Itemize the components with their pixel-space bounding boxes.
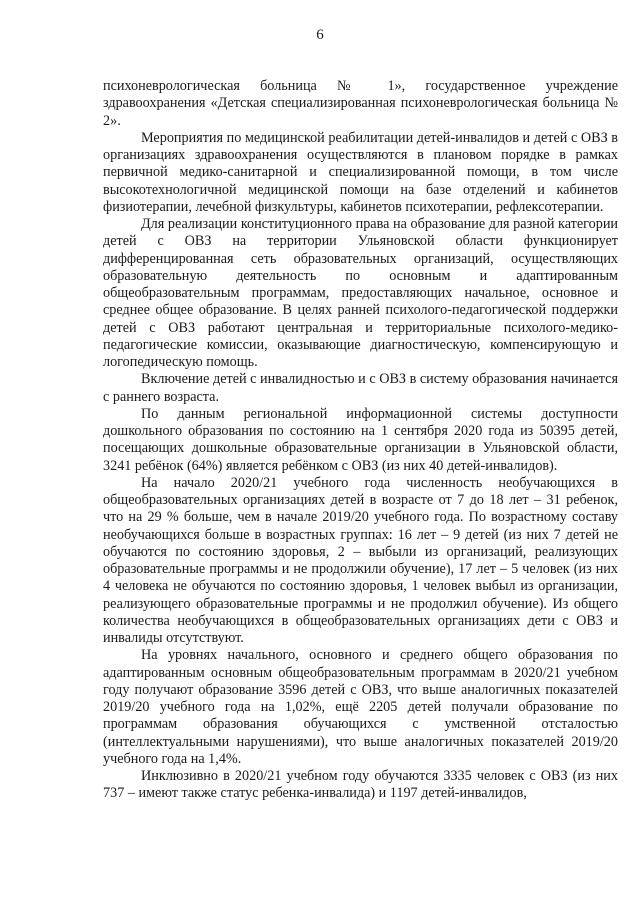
paragraph-early-inclusion: Включение детей с инвалидностью и с ОВЗ в систему образования начинается с раннего возраста. bbox=[103, 371, 618, 405]
page-number: 6 bbox=[316, 27, 324, 43]
paragraph-non-attending-children: На начало 2020/21 учебного года численность необучающихся в общеобразовательных организациях детей в возрасте от 7 до 18 лет – 31 ребенок, что на 29 % больше, чем в начале 2019/20 учебного года. По возрастному составу необучающихся больше в возрастных группах: 16 лет – 9 детей (из них 7 детей не обучаются по состоянию здоровья, 2 – выбыли из организаций, реализующих образовательные программы и не продолжили обучение), 17 лет – 5 человек (из них 4 человека не обучаются по состоянию здоровья, 1 человек выбыл из организации, реализующего образовательные программы и не продолжил обучение). Из общего количества необучающихся в общеобразовательных организациях дети с ОВЗ и инвалиды отсутствуют. bbox=[103, 474, 618, 646]
paragraph-inclusive-education: Инклюзивно в 2020/21 учебном году обучаются 3335 человек с ОВЗ (из них 737 – имеют также статус ребенка-инвалида) и 1197 детей-инвалидов, bbox=[103, 768, 618, 802]
paragraph-education-network: Для реализации конституционного права на образование для разной категории детей с ОВЗ на территории Ульяновской области функционирует дифференцированная сеть образовательных организаций, осуществляющих образовательную деятельность по основным и адаптированным общеобразовательным программам, предоставляющих начальное, основное и среднее общее образование. В целях ранней психолого-педагогической поддержки детей с ОВЗ работают центральная и территориальные психолого-медико-педагогические комиссии, оказывающие диагностическую, компенсирующую и логопедическую помощь. bbox=[103, 216, 618, 370]
paragraph-adapted-programs: На уровнях начального, основного и среднего общего образования по адаптированным основным общеобразовательным программам в 2020/21 учебном году получают образование 3596 детей с ОВЗ, что выше аналогичных показателей 2019/20 учебного года на 1,02%, ещё 2205 детей получали образование по программам образования обучающихся с умственной отсталостью (интеллектуальными нарушениями), что выше аналогичных показателей 2019/20 учебного года на 1,4%. bbox=[103, 647, 618, 767]
paragraph-preschool-statistics: По данным региональной информационной системы доступности дошкольного образования по состоянию на 1 сентября 2020 года из 50395 детей, посещающих дошкольные образовательные организации в Ульяновской области, 3241 ребёнок (64%) является ребёнком с ОВЗ (из них 40 детей-инвалидов). bbox=[103, 405, 618, 474]
paragraph-medical-rehabilitation: Мероприятия по медицинской реабилитации детей-инвалидов и детей с ОВЗ в организациях здравоохранения осуществляются в плановом порядке в рамках первичной медико-санитарной и специализированной помощи, в том числе высокотехнологичной медицинской помощи на базе отделений и кабинетов физиотерапии, лечебной физкультуры, кабинетов психотерапии, рефлексотерапии. bbox=[103, 129, 618, 215]
document-body bbox=[103, 78, 618, 803]
paragraph-continuation: психоневрологическая больница № 1», государственное учреждение здравоохранения «Детская специализированная психоневрологическая больница № 2». bbox=[103, 78, 618, 129]
